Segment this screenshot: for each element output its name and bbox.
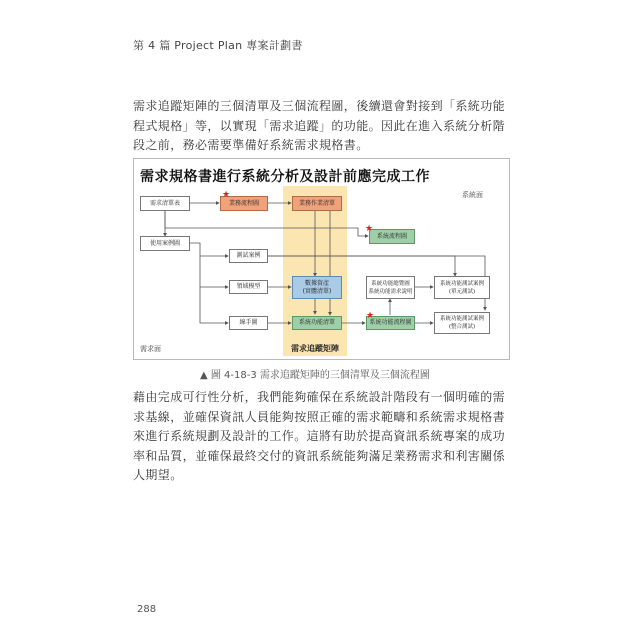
use-case-box: 使用案例圖 [140,236,190,251]
system-zone-label: 系統面 [462,191,483,199]
wireframe-box: 線手圖 [229,316,268,330]
trace-matrix-label: 需求追蹤矩陣 [291,344,339,353]
figure-caption: ▲ 圖 4-18-3 需求追蹤矩陣的三個清單及三個流程圖 [200,370,430,381]
integration-test-box: 系統功能測試案例 (整合測試) [434,312,490,334]
star-icon: ★ [365,224,374,234]
biz-flow-box: 業務流程圖 [220,196,268,211]
star-icon: ★ [366,311,375,321]
biz-job-list-box: 業務作業清單 [292,196,342,211]
unit-test-box: 系統功能測試案例 (單元測試) [434,276,490,299]
running-header: 第 4 篇 Project Plan 專案計劃書 [133,39,303,52]
sys-flow-top-box: 系統流程圖 [369,229,415,244]
sys-func-list-box: 系統功能清單 [292,316,342,330]
domain-model-box: 領域模型 [229,280,268,294]
arrow-test-unit [268,256,455,276]
test-case-box: 測試案例 [229,249,268,263]
data-asset-box: 數據資產 (實體清單) [292,276,342,299]
page-number: 288 [137,604,157,615]
sys-func-flow-box: 系統功能流程圖 [366,316,415,330]
requirement-zone-label: 需求面 [140,345,161,353]
sys-func-ui-box: 系統功能總覽圖 系統功能需求說明 [366,276,415,299]
arrow-usecase-domain [200,256,228,287]
intro-paragraph: 需求追蹤矩陣的三個清單及三個流程圖，後續還會對接到「系統功能程式規格」等，以實現「需求追蹤」的功能。因此在進入系統分析階段之前，務必需要準備好系統需求規格書。 [133,99,506,152]
arrow-usecase-test [190,243,228,256]
figure-title: 需求規格書進行系統分析及設計前應完成工作 [140,169,430,185]
arrow-reqlist-sysflow [165,211,368,236]
star-icon: ★ [222,190,231,200]
arrow-usecase-wireframe [200,287,228,323]
req-list-box: 需求清單表 [140,196,190,211]
conclusion-paragraph: 藉由完成可行性分析，我們能夠確保在系統設計階段有一個明確的需求基線，並確保資訊人員能夠按照正確的需求範疇和系統需求規格書來進行系統規劃及設計的工作。這將有助於提高資訊系統專案的成功率和品質，並確保最終交付的資訊系統能夠滿足業務需求和利害關係人期望。 [133,390,506,482]
